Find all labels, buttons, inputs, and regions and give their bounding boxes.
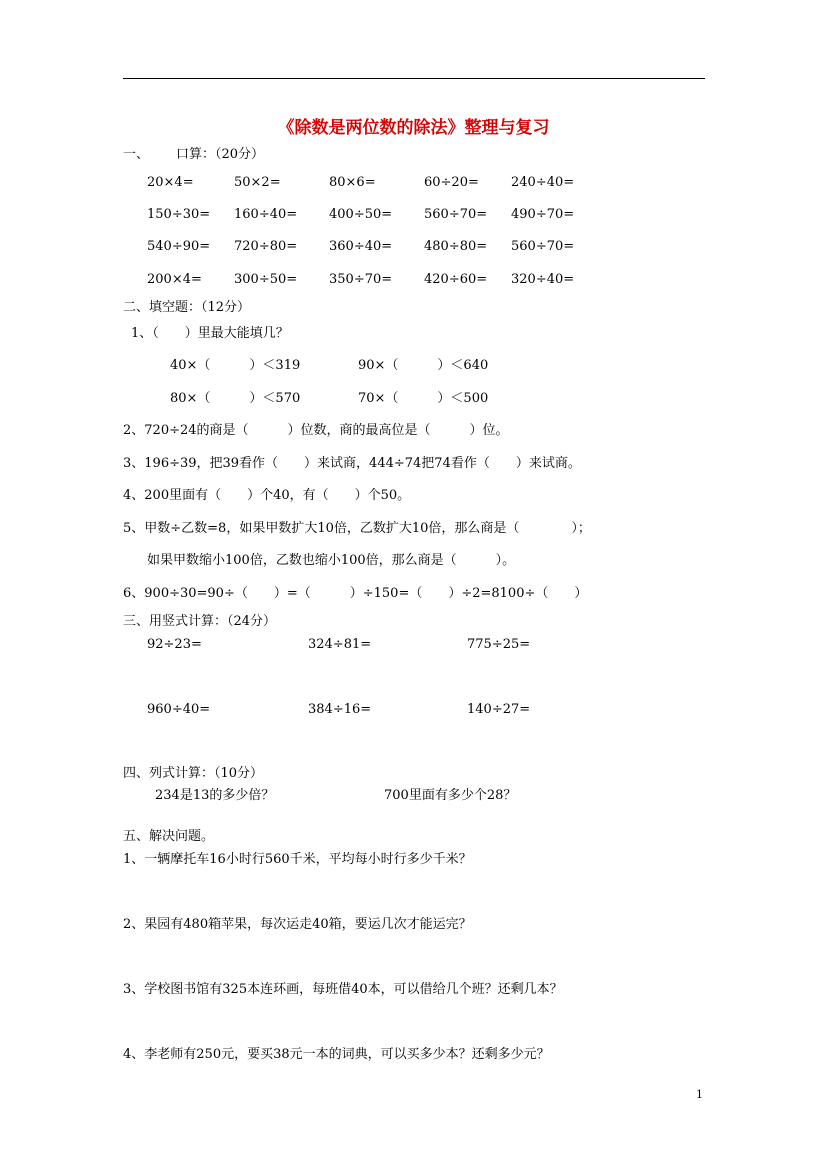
oral-calc-item: 160÷40= (234, 207, 298, 222)
oral-calc-item: 50×2= (234, 175, 281, 190)
oral-calc-item: 540÷90= (147, 239, 211, 254)
oral-calc-item: 480÷80= (424, 239, 488, 254)
word-problem: 4、李老师有250元，要买38元一本的词典，可以买多少本？还剩多少元？ (123, 1047, 550, 1062)
vertical-calc-item: 140÷27= (467, 702, 531, 717)
oral-calc-item: 560÷70= (511, 239, 575, 254)
oral-calc-item: 350÷70= (329, 272, 393, 287)
vertical-calc-item: 92÷23= (147, 637, 202, 652)
section1-heading: 口算：（20分） (176, 147, 265, 162)
word-problem: 2、果园有480箱苹果，每次运走40箱，要运几次才能运完？ (123, 917, 472, 932)
oral-calc-item: 320÷40= (511, 272, 575, 287)
oral-calc-item: 80×6= (329, 175, 376, 190)
vertical-calc-item: 775÷25= (467, 637, 531, 652)
fill-inequality: 70×（ ）＜500 (358, 391, 489, 406)
oral-calc-item: 490÷70= (511, 207, 575, 222)
oral-calc-item: 200×4= (147, 272, 202, 287)
oral-calc-item: 150÷30= (147, 207, 211, 222)
word-problem: 1、一辆摩托车16小时行560千米，平均每小时行多少千米？ (123, 852, 472, 867)
oral-calc-item: 300÷50= (234, 272, 298, 287)
vertical-calc-item: 960÷40= (147, 702, 211, 717)
fill-question-5-continued: 如果甲数缩小100倍，乙数也缩小100倍，那么商是（ ）。 (147, 553, 516, 568)
section1-number: 一、 (123, 147, 150, 162)
fill-inequality: 40×（ ）＜319 (170, 358, 301, 373)
word-problem: 3、学校图书馆有325本连环画，每班借40本，可以借给几个班？还剩几本？ (123, 982, 563, 997)
page-number: 1 (696, 1088, 703, 1101)
expression-item: 700里面有多少个28？ (384, 788, 517, 803)
oral-calc-item: 560÷70= (424, 207, 488, 222)
section5-heading: 五、解决问题。 (123, 829, 215, 844)
oral-calc-item: 420÷60= (424, 272, 488, 287)
fill-question-6: 6、900÷30=90÷（ ）=（ ）÷150=（ ）÷2=8100÷（ ） (123, 586, 588, 601)
fill-question-1: 1、（ ）里最大能填几？ (131, 326, 289, 341)
vertical-calc-item: 324÷81= (308, 637, 372, 652)
expression-item: 234是13的多少倍？ (155, 788, 275, 803)
fill-question-3: 3、196÷39，把39看作（ ）来试商，444÷74把74看作（ ）来试商。 (123, 456, 581, 471)
vertical-calc-item: 384÷16= (308, 702, 372, 717)
fill-question-4: 4、200里面有（ ）个40，有（ ）个50。 (123, 488, 411, 503)
fill-question-5: 5、甲数÷乙数=8，如果甲数扩大10倍，乙数扩大10倍，那么商是（ ）； (123, 521, 591, 536)
oral-calc-item: 60÷20= (424, 175, 479, 190)
oral-calc-item: 360÷40= (329, 239, 393, 254)
document-title: 《除数是两位数的除法》整理与复习 (277, 118, 550, 138)
fill-inequality: 80×（ ）＜570 (170, 391, 301, 406)
fill-inequality: 90×（ ）＜640 (358, 358, 489, 373)
oral-calc-item: 20×4= (147, 175, 194, 190)
fill-question-2: 2、720÷24的商是（ ）位数，商的最高位是（ ）位。 (123, 423, 509, 438)
oral-calc-item: 240÷40= (511, 175, 575, 190)
section2-heading: 二、填空题：（12分） (123, 300, 251, 315)
oral-calc-item: 400÷50= (329, 207, 393, 222)
section3-heading: 三、用竖式计算：（24分） (123, 614, 277, 629)
header-rule (123, 78, 705, 79)
section4-heading: 四、列式计算：（10分） (123, 766, 264, 781)
oral-calc-item: 720÷80= (234, 239, 298, 254)
